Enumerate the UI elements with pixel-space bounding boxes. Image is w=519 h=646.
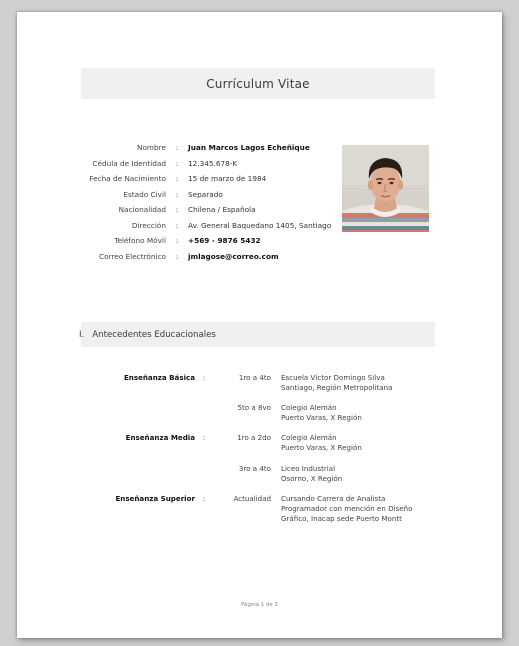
personal-separator: : (175, 251, 179, 261)
institution-line: Puerto Varas, X Región (281, 413, 362, 423)
personal-separator: : (175, 143, 179, 153)
personal-separator: : (175, 189, 179, 199)
personal-row-nationality (77, 202, 337, 218)
page-number-footer: Página 1 de 3 (241, 602, 278, 608)
personal-separator: : (175, 236, 179, 246)
institution-line: Gráfico, Inacap sede Puerto Montt (281, 514, 402, 524)
institution-line: Puerto Varas, X Región (281, 443, 362, 453)
document-page (17, 12, 502, 638)
personal-separator: : (175, 174, 179, 184)
education-years: Actualidad (233, 494, 271, 503)
personal-label: Estado Civil (123, 189, 166, 199)
personal-label: Correo Electrónico (99, 251, 166, 261)
education-level: Enseñanza Superior (115, 494, 195, 503)
personal-separator: : (175, 220, 179, 230)
personal-value-address: Av. General Baquedano 1405, Santiago (188, 220, 332, 230)
education-institution (281, 373, 431, 393)
personal-value-nationality: Chilena / Española (188, 205, 256, 215)
personal-row-id (77, 156, 337, 172)
education-section-header (81, 322, 435, 347)
personal-separator: : (175, 205, 179, 215)
document-title-text: Currículum Vitae (206, 76, 310, 91)
education-years: 1ro a 4to (238, 373, 271, 382)
education-institution (281, 433, 431, 453)
personal-value-phone: +569 - 9876 5432 (188, 236, 261, 246)
institution-line: Osorno, X Región (281, 474, 343, 484)
institution-line: Santiago, Región Metropolitana (281, 383, 393, 393)
education-years: 5to a 8vo (237, 403, 271, 412)
institution-line: Cursando Carrera de Analista (281, 494, 386, 503)
education-separator: : (202, 373, 206, 382)
personal-row-email (77, 249, 337, 265)
personal-row-name (77, 140, 337, 156)
personal-label: Fecha de Nacimiento (89, 174, 166, 184)
personal-row-birthdate (77, 171, 337, 187)
personal-value-id: 12.345.678-K (188, 158, 238, 168)
institution-line: Escuela Víctor Domingo Silva (281, 373, 385, 382)
personal-info-block (77, 140, 337, 264)
institution-line: Colegio Alemán (281, 403, 337, 412)
section-title: Antecedentes Educacionales (92, 329, 216, 340)
personal-value-name: Juan Marcos Lagos Echeñique (188, 143, 310, 153)
personal-label: Nombre (137, 143, 166, 153)
institution-line: Liceo Industrial (281, 464, 336, 473)
personal-value-birthdate: 15 de marzo de 1984 (188, 174, 267, 184)
education-institution (281, 403, 431, 423)
education-level: Enseñanza Media (125, 433, 195, 442)
education-institution (281, 494, 431, 525)
education-institution (281, 464, 431, 484)
personal-separator: : (175, 158, 179, 168)
personal-label: Cédula de Identidad (92, 158, 166, 168)
profile-photo-image (342, 145, 429, 232)
personal-row-phone (77, 233, 337, 249)
education-separator: : (202, 433, 206, 442)
personal-row-address (77, 218, 337, 234)
profile-photo (342, 145, 429, 232)
personal-value-email: jmlagose@correo.com (188, 251, 279, 261)
institution-line: Colegio Alemán (281, 433, 337, 442)
personal-label: Teléfono Móvil (114, 236, 166, 246)
education-years: 1ro a 2do (237, 433, 271, 442)
personal-label: Dirección (131, 220, 166, 230)
education-years: 3ro a 4to (238, 464, 271, 473)
personal-row-civil-status (77, 187, 337, 203)
education-separator: : (202, 494, 206, 503)
personal-label: Nacionalidad (118, 205, 166, 215)
document-title (81, 68, 435, 99)
personal-value-civil-status: Separado (188, 189, 223, 199)
institution-line: Programador con mención en Diseño (281, 504, 413, 514)
education-level: Enseñanza Básica (123, 373, 195, 382)
section-number: I. (79, 329, 85, 340)
